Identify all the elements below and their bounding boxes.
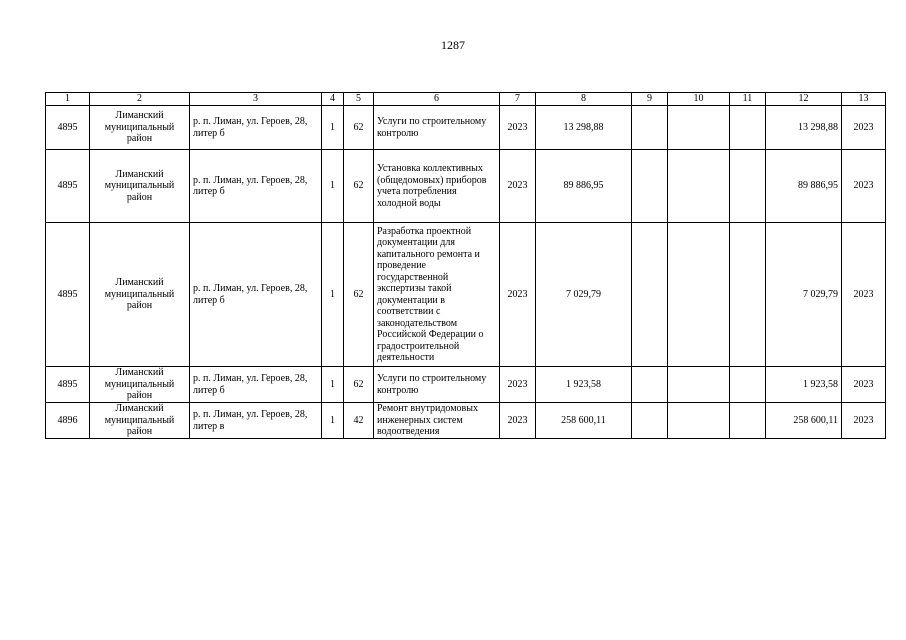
total-cell: 7 029,79 bbox=[766, 223, 842, 367]
register-table bbox=[45, 92, 886, 439]
col9-cell bbox=[632, 367, 668, 403]
column-header: 1 bbox=[46, 93, 90, 106]
col5-cell: 62 bbox=[344, 106, 374, 150]
end-year-cell: 2023 bbox=[842, 403, 886, 439]
column-header: 6 bbox=[374, 93, 500, 106]
column-header: 8 bbox=[536, 93, 632, 106]
col9-cell bbox=[632, 223, 668, 367]
column-header: 9 bbox=[632, 93, 668, 106]
cost-cell: 13 298,88 bbox=[536, 106, 632, 150]
col9-cell bbox=[632, 106, 668, 150]
total-cell: 258 600,11 bbox=[766, 403, 842, 439]
year-cell: 2023 bbox=[500, 150, 536, 223]
col10-cell bbox=[668, 403, 730, 439]
district-cell: Лиманский муниципальный район bbox=[90, 367, 190, 403]
col4-cell: 1 bbox=[322, 403, 344, 439]
work-type-cell: Услуги по строительному контролю bbox=[374, 367, 500, 403]
column-header: 11 bbox=[730, 93, 766, 106]
col10-cell bbox=[668, 223, 730, 367]
table-row bbox=[46, 403, 886, 439]
address-cell: р. п. Лиман, ул. Героев, 28, литер в bbox=[190, 403, 322, 439]
address-cell: р. п. Лиман, ул. Героев, 28, литер б bbox=[190, 150, 322, 223]
col5-cell: 42 bbox=[344, 403, 374, 439]
column-header: 3 bbox=[190, 93, 322, 106]
end-year-cell: 2023 bbox=[842, 150, 886, 223]
table-row bbox=[46, 106, 886, 150]
col5-cell: 62 bbox=[344, 150, 374, 223]
house-id-cell: 4895 bbox=[46, 150, 90, 223]
year-cell: 2023 bbox=[500, 106, 536, 150]
house-id-cell: 4895 bbox=[46, 367, 90, 403]
col11-cell bbox=[730, 150, 766, 223]
col11-cell bbox=[730, 223, 766, 367]
column-header: 5 bbox=[344, 93, 374, 106]
total-cell: 89 886,95 bbox=[766, 150, 842, 223]
district-cell: Лиманский муниципальный район bbox=[90, 150, 190, 223]
col11-cell bbox=[730, 367, 766, 403]
house-id-cell: 4895 bbox=[46, 223, 90, 367]
table-row bbox=[46, 367, 886, 403]
col5-cell: 62 bbox=[344, 223, 374, 367]
column-header: 13 bbox=[842, 93, 886, 106]
end-year-cell: 2023 bbox=[842, 223, 886, 367]
end-year-cell: 2023 bbox=[842, 106, 886, 150]
col11-cell bbox=[730, 403, 766, 439]
column-header: 10 bbox=[668, 93, 730, 106]
district-cell: Лиманский муниципальный район bbox=[90, 106, 190, 150]
col4-cell: 1 bbox=[322, 150, 344, 223]
total-cell: 1 923,58 bbox=[766, 367, 842, 403]
cost-cell: 1 923,58 bbox=[536, 367, 632, 403]
col10-cell bbox=[668, 150, 730, 223]
col4-cell: 1 bbox=[322, 223, 344, 367]
col9-cell bbox=[632, 403, 668, 439]
col4-cell: 1 bbox=[322, 367, 344, 403]
col10-cell bbox=[668, 106, 730, 150]
address-cell: р. п. Лиман, ул. Героев, 28, литер б bbox=[190, 367, 322, 403]
address-cell: р. п. Лиман, ул. Героев, 28, литер б bbox=[190, 106, 322, 150]
col5-cell: 62 bbox=[344, 367, 374, 403]
total-cell: 13 298,88 bbox=[766, 106, 842, 150]
col4-cell: 1 bbox=[322, 106, 344, 150]
work-type-cell: Услуги по строительному контролю bbox=[374, 106, 500, 150]
column-header: 4 bbox=[322, 93, 344, 106]
column-header: 7 bbox=[500, 93, 536, 106]
page-number: 1287 bbox=[441, 38, 465, 52]
address-cell: р. п. Лиман, ул. Героев, 28, литер б bbox=[190, 223, 322, 367]
table-row bbox=[46, 150, 886, 223]
col9-cell bbox=[632, 150, 668, 223]
year-cell: 2023 bbox=[500, 403, 536, 439]
cost-cell: 258 600,11 bbox=[536, 403, 632, 439]
table-header-row bbox=[46, 93, 886, 106]
col10-cell bbox=[668, 367, 730, 403]
table-row bbox=[46, 223, 886, 367]
work-type-cell: Ремонт внутридомовых инженерных систем водоотведения bbox=[374, 403, 500, 439]
col11-cell bbox=[730, 106, 766, 150]
cost-cell: 7 029,79 bbox=[536, 223, 632, 367]
year-cell: 2023 bbox=[500, 367, 536, 403]
house-id-cell: 4896 bbox=[46, 403, 90, 439]
work-type-cell: Установка коллективных (общедомовых) приборов учета потребления холодной воды bbox=[374, 150, 500, 223]
work-type-cell: Разработка проектной документации для капитального ремонта и проведение государственной экспертизы такой документации в соответствии с законодательством Российской Федерации о градостроительной деятельности bbox=[374, 223, 500, 367]
year-cell: 2023 bbox=[500, 223, 536, 367]
end-year-cell: 2023 bbox=[842, 367, 886, 403]
column-header: 2 bbox=[90, 93, 190, 106]
district-cell: Лиманский муниципальный район bbox=[90, 223, 190, 367]
district-cell: Лиманский муниципальный район bbox=[90, 403, 190, 439]
house-id-cell: 4895 bbox=[46, 106, 90, 150]
column-header: 12 bbox=[766, 93, 842, 106]
cost-cell: 89 886,95 bbox=[536, 150, 632, 223]
